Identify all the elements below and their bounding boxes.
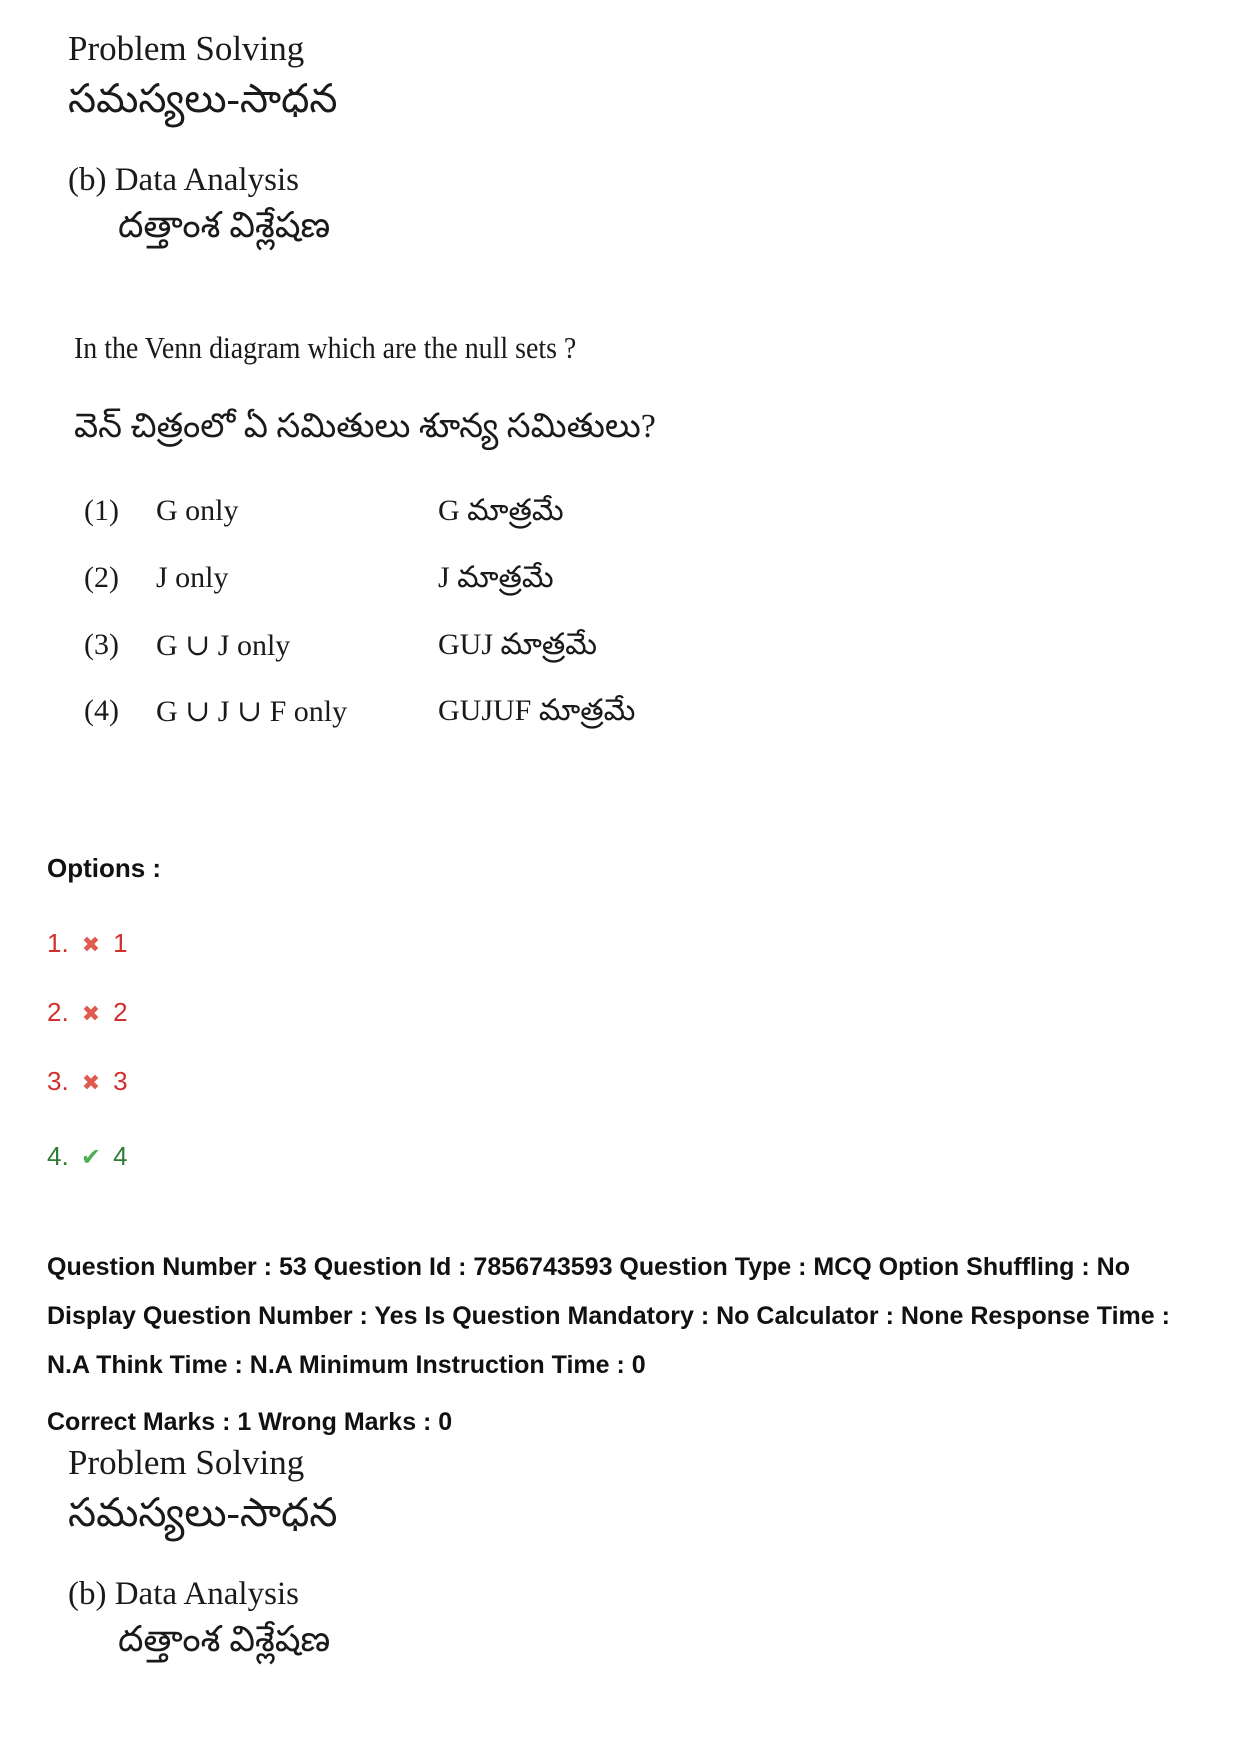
option-value: 3 <box>113 1066 128 1096</box>
option-item <box>47 1066 128 1097</box>
option-item <box>47 1141 128 1172</box>
choice-number: (4) <box>84 694 119 727</box>
choice-number: (1) <box>84 494 119 527</box>
choice-text-te: G మాత్రమే <box>438 494 564 527</box>
option-index: 2. <box>47 997 69 1027</box>
choice-text-en: G only <box>156 494 239 527</box>
option-value: 4 <box>113 1141 128 1171</box>
question-text-te: వెన్ చిత్రంలో ఏ సమితులు శూన్య సమితులు? <box>74 408 656 445</box>
option-value: 2 <box>113 997 128 1027</box>
choice-row <box>84 694 784 738</box>
choice-number: (3) <box>84 628 119 661</box>
question-metadata: Question Number : 53 Question Id : 7856743593 Question Type : MCQ Option Shuffling : No Display Question Number : Yes Is Question Mandatory : No Calculator : None Response Time : N.A Think Time : N.A Minimum Instruction Time : 0 <box>47 1253 1170 1379</box>
choice-text-en: J only <box>156 561 229 594</box>
option-item <box>47 997 128 1028</box>
option-index: 4. <box>47 1141 69 1171</box>
cross-icon: ✖ <box>81 1001 101 1026</box>
cross-icon: ✖ <box>81 1070 101 1095</box>
options-label: Options : <box>47 853 162 883</box>
section-title-te: సమస్యలు-సాధన <box>68 1490 338 1535</box>
check-icon: ✔ <box>80 1144 101 1171</box>
subsection-title-te: దత్తాంశ విశ్లేషణ <box>118 1619 331 1659</box>
subsection-title-en: (b) Data Analysis <box>68 162 299 198</box>
option-value: 1 <box>113 928 128 958</box>
choice-text-te: J మాత్రమే <box>438 561 554 594</box>
choice-text-en: G ∪ J ∪ F only <box>156 695 348 728</box>
subsection-title-te: దత్తాంశ విశ్లేషణ <box>118 205 331 245</box>
choice-number: (2) <box>84 561 119 594</box>
choice-row <box>84 561 784 605</box>
cross-icon: ✖ <box>81 932 101 957</box>
subsection-title-en: (b) Data Analysis <box>68 1576 299 1612</box>
marks-info: Correct Marks : 1 Wrong Marks : 0 <box>47 1408 453 1436</box>
choice-row <box>84 494 784 538</box>
option-index: 1. <box>47 928 69 958</box>
question-text-en: In the Venn diagram which are the null sets ? <box>74 330 577 365</box>
choice-text-te: GUJUF మాత్రమే <box>438 694 636 727</box>
section-title-en: Problem Solving <box>68 29 305 68</box>
choice-text-te: GUJ మాత్రమే <box>438 628 597 661</box>
option-index: 3. <box>47 1066 69 1096</box>
choice-row <box>84 628 784 672</box>
section-title-en: Problem Solving <box>68 1443 305 1482</box>
section-title-te: సమస్యలు-సాధన <box>68 76 338 121</box>
choice-text-en: G ∪ J only <box>156 629 291 662</box>
option-item <box>47 928 128 959</box>
